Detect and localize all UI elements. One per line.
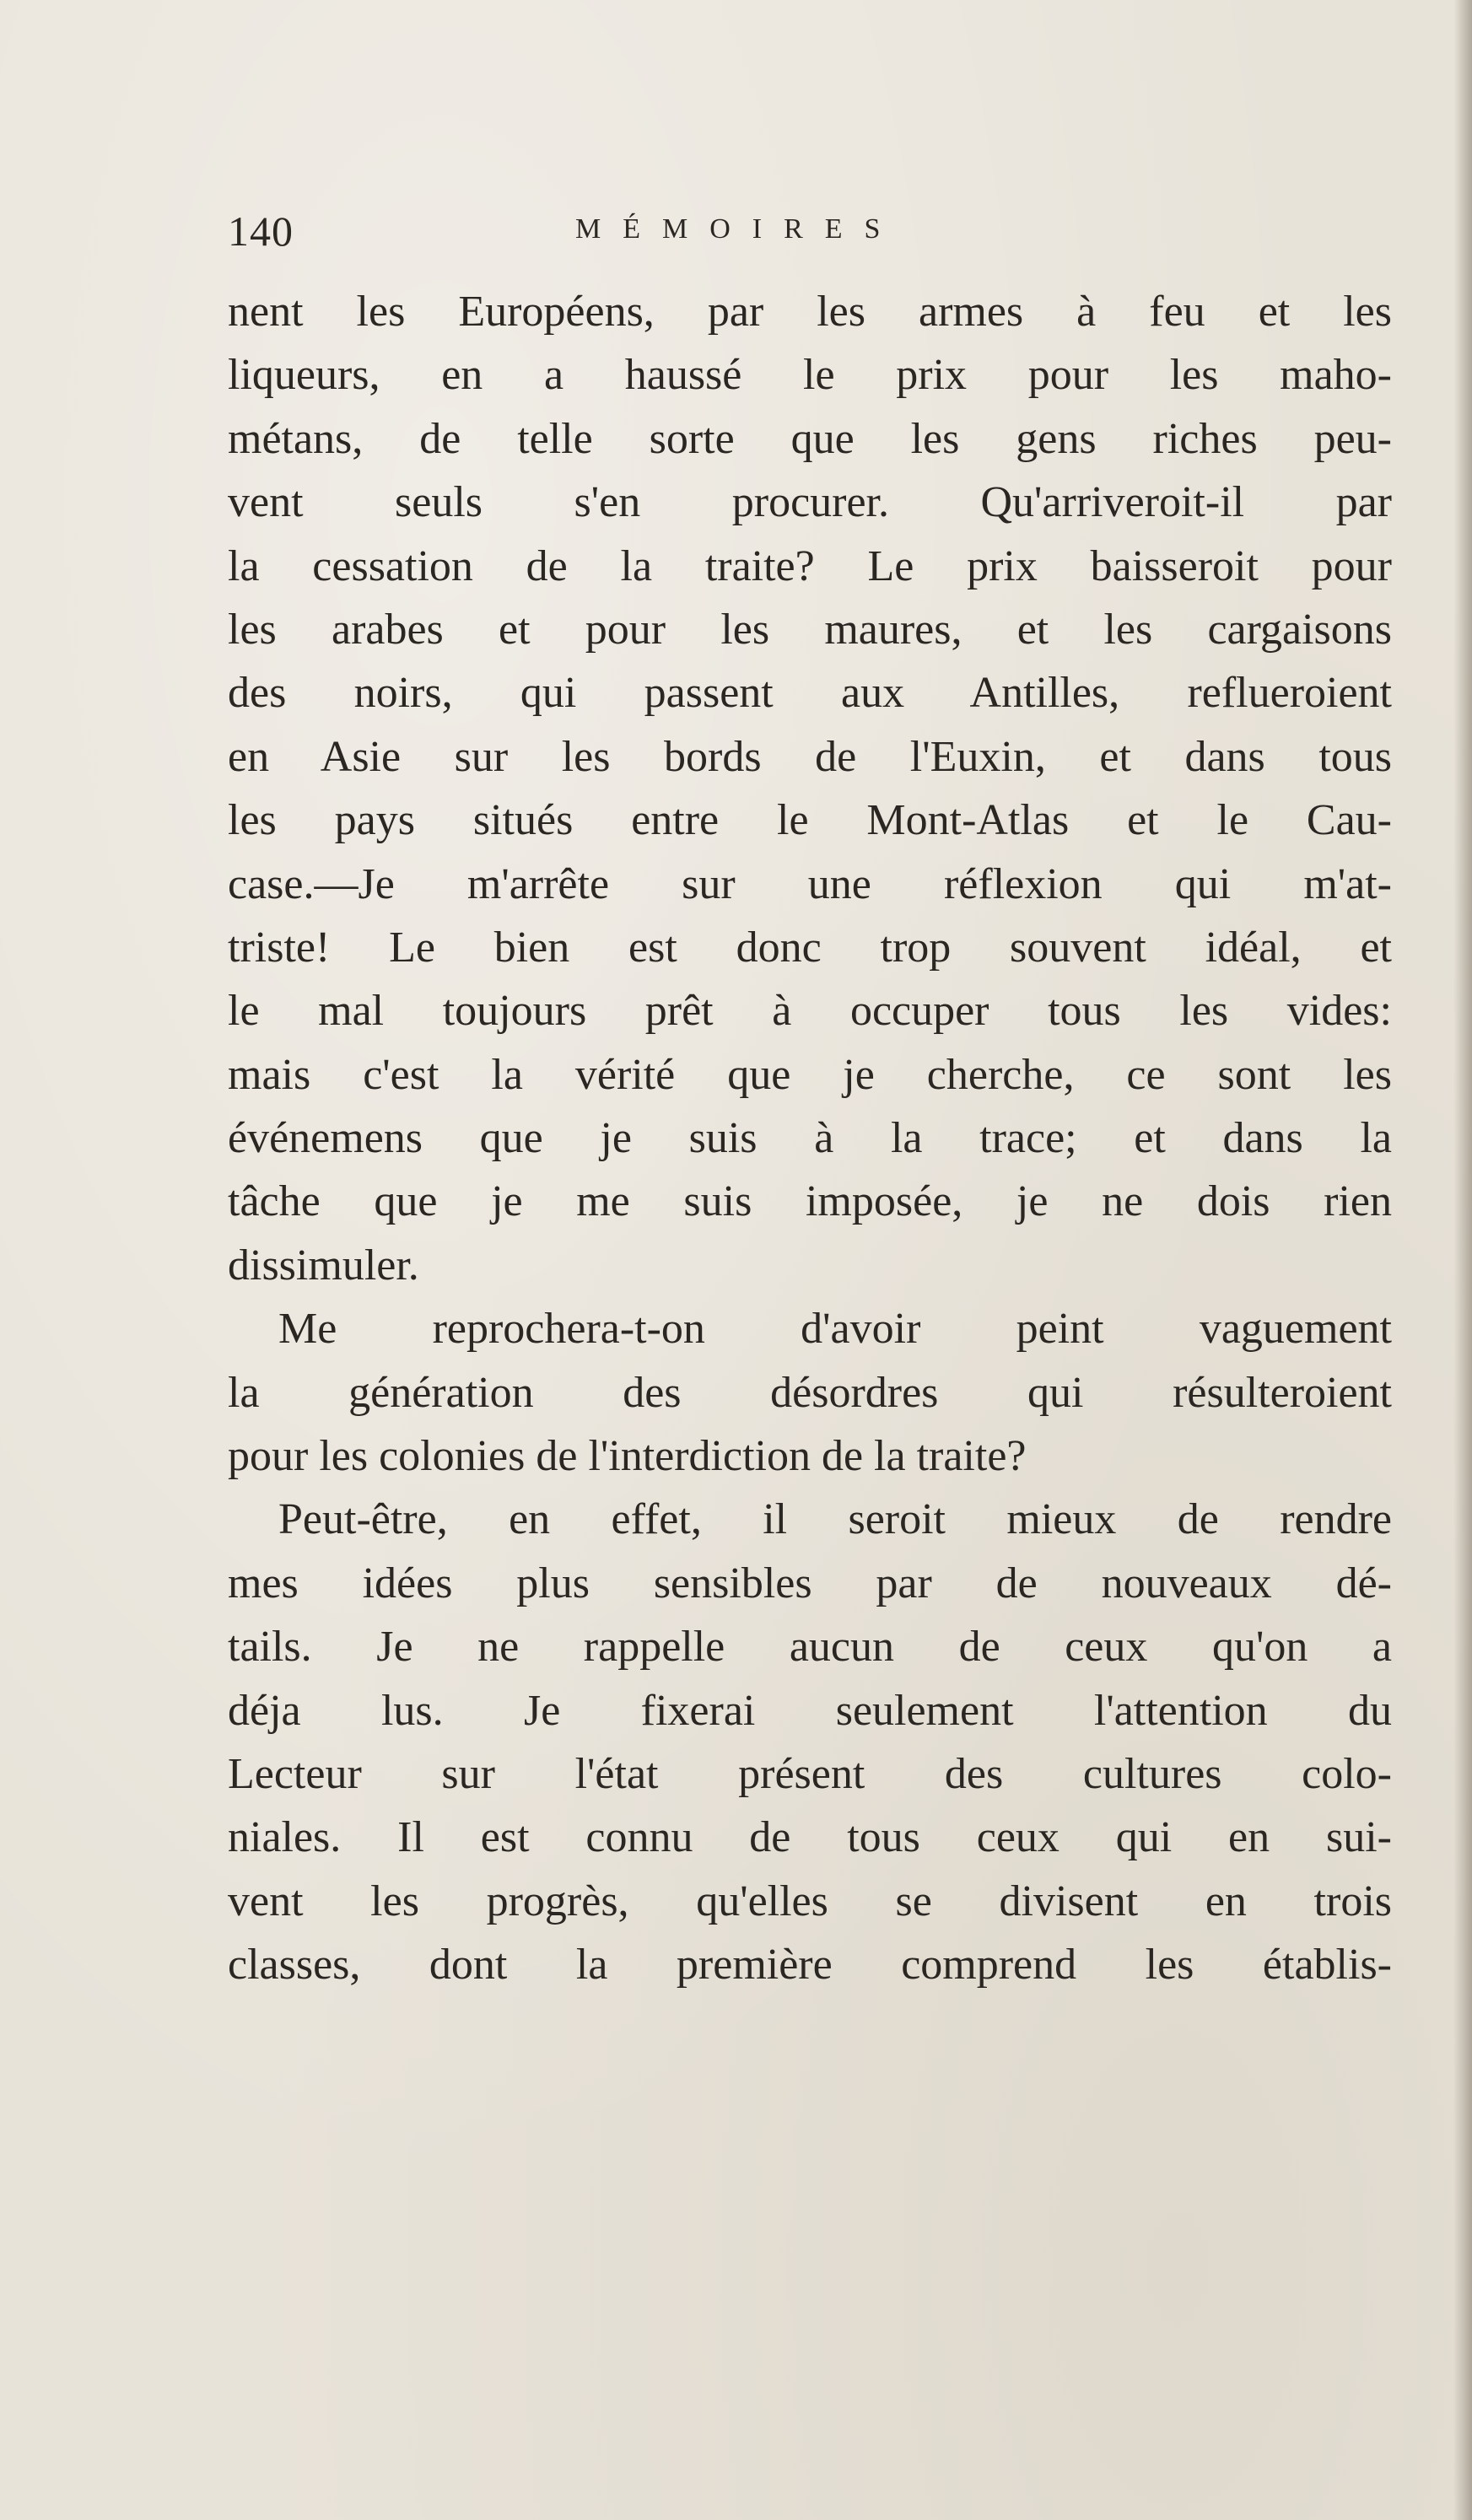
text-line: Peut-être, en effet, il seroit mieux de rendre xyxy=(278,1495,1392,1544)
text-line: dissimuler. xyxy=(228,1241,419,1290)
text-line: vent les progrès, qu'elles se divisent en trois xyxy=(228,1877,1392,1925)
text-line: événemens que je suis à la trace; et dans la xyxy=(228,1114,1392,1163)
text-line: nent les Européens, par les armes à feu et les xyxy=(228,288,1392,336)
text-line: des noirs, qui passent aux Antilles, reflueroient xyxy=(228,669,1392,718)
text-line: liqueurs, en a haussé le prix pour les maho- xyxy=(228,351,1392,400)
text-line: tâche que je me suis imposée, je ne dois rien xyxy=(228,1177,1392,1226)
text-line: les arabes et pour les maures, et les cargaisons xyxy=(228,605,1392,654)
body-text xyxy=(228,280,1392,1997)
text-line: tails. Je ne rappelle aucun de ceux qu'on a xyxy=(228,1623,1392,1672)
text-line: pour les colonies de l'interdiction de la traite? xyxy=(228,1432,1027,1481)
running-head: MÉMOIRES xyxy=(575,213,903,245)
page-header xyxy=(228,207,1392,266)
text-line: classes, dont la première comprend les établis- xyxy=(228,1941,1392,1990)
page-edge-shadow xyxy=(1453,0,1472,2520)
text-line: mes idées plus sensibles par de nouveaux dé- xyxy=(228,1559,1392,1607)
text-line: mais c'est la vérité que je cherche, ce sont les xyxy=(228,1050,1392,1099)
text-line: niales. Il est connu de tous ceux qui en sui- xyxy=(228,1813,1392,1862)
text-line: triste! Le bien est donc trop souvent idéal, et xyxy=(228,923,1392,972)
text-line: déja lus. Je fixerai seulement l'attention du xyxy=(228,1686,1392,1735)
text-line: Me reprochera-t-on d'avoir peint vaguement xyxy=(278,1305,1392,1354)
page-number: 140 xyxy=(228,207,294,255)
text-line: Lecteur sur l'état présent des cultures colo- xyxy=(228,1749,1392,1798)
text-line: vent seuls s'en procurer. Qu'arriveroit-il par xyxy=(228,478,1392,527)
text-line: en Asie sur les bords de l'Euxin, et dans tous xyxy=(228,732,1392,781)
text-line: la génération des désordres qui résulteroient xyxy=(228,1368,1392,1417)
text-line: la cessation de la traite? Le prix baisseroit pour xyxy=(228,541,1392,590)
text-line: case.—Je m'arrête sur une réflexion qui m'at- xyxy=(228,859,1392,908)
text-line: le mal toujours prêt à occuper tous les vides: xyxy=(228,987,1392,1036)
text-line: métans, de telle sorte que les gens riches peu- xyxy=(228,414,1392,463)
text-line: les pays situés entre le Mont-Atlas et le Cau- xyxy=(228,796,1392,845)
